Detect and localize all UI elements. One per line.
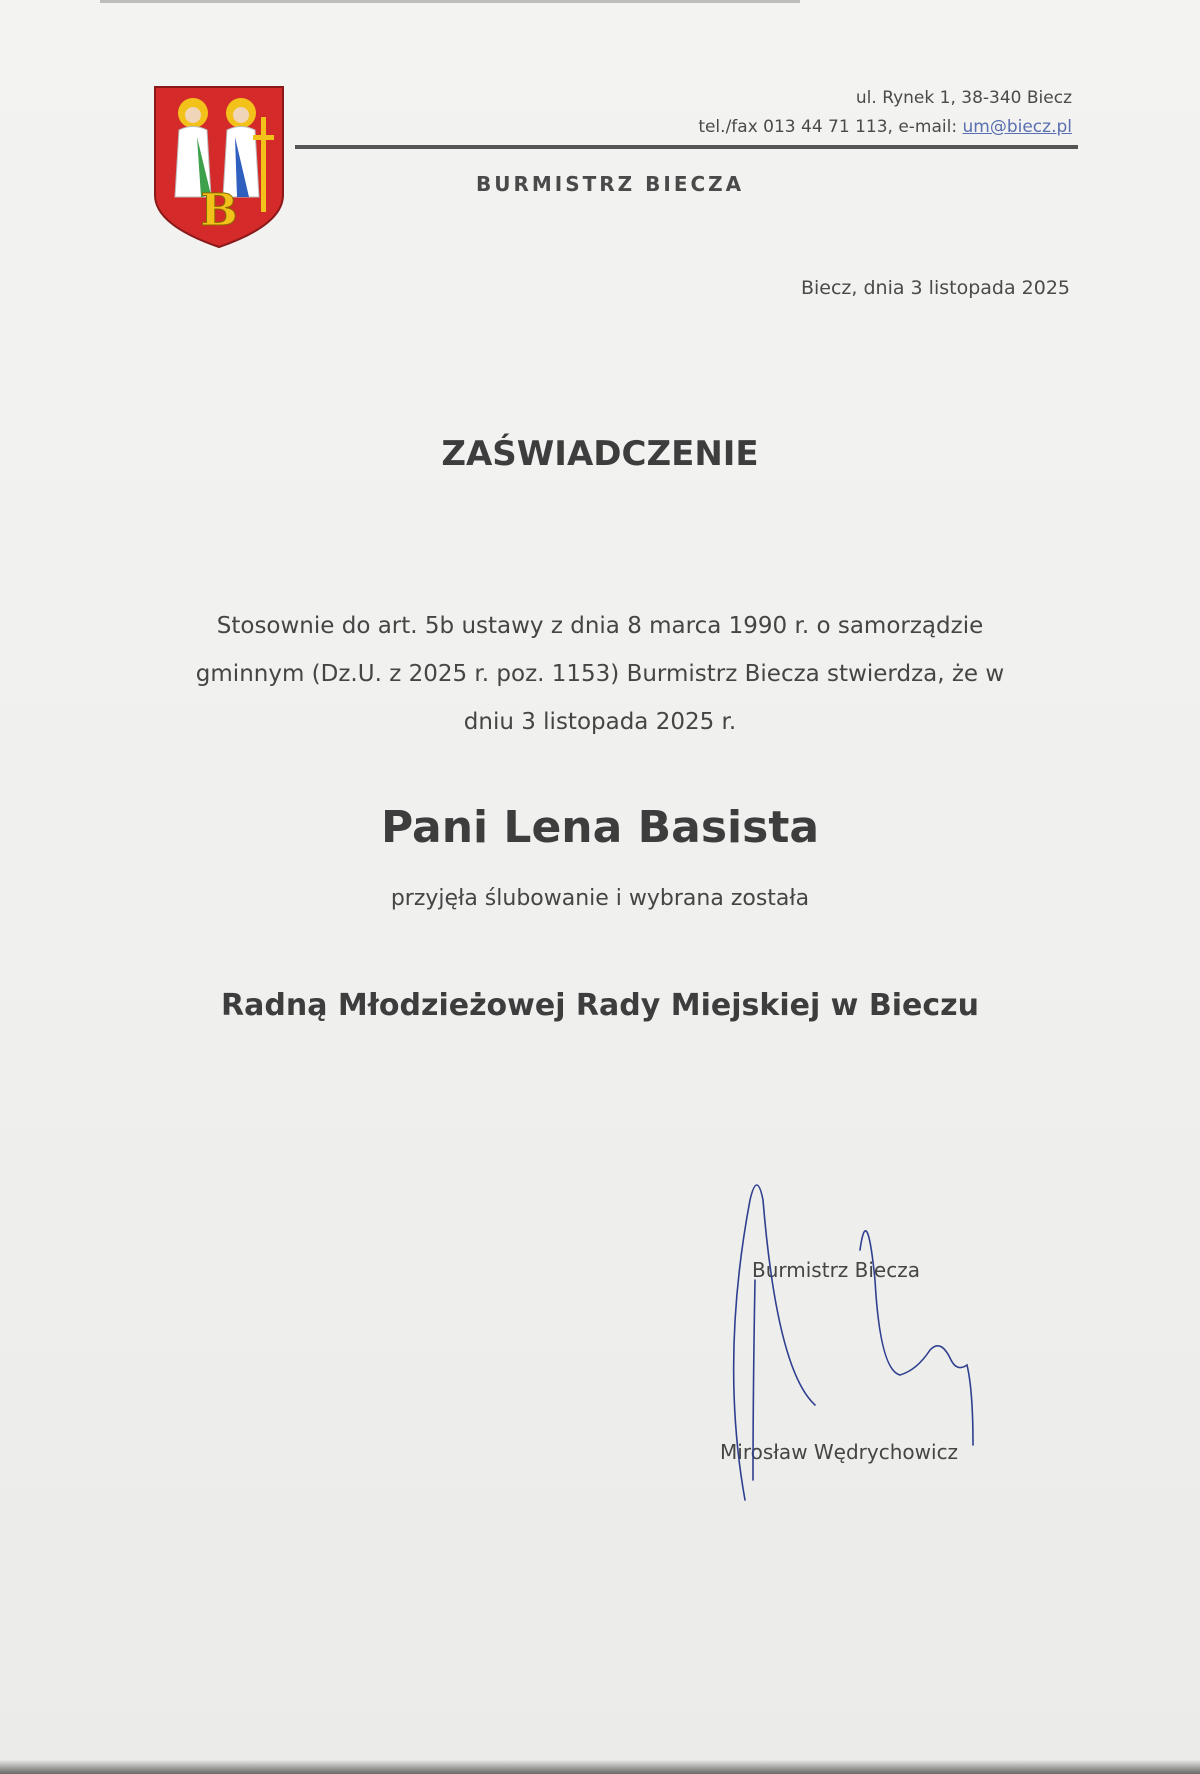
role-title: Radną Młodzieżowej Rady Miejskiej w Bieczu <box>221 988 979 1023</box>
contact-prefix: tel./fax 013 44 71 113, e-mail: <box>698 117 963 137</box>
letterhead-address <box>698 84 1072 142</box>
coat-of-arms-icon <box>153 85 285 249</box>
letterhead-divider <box>295 145 1078 149</box>
office-name: BURMISTRZ BIECZA <box>476 172 745 196</box>
signer-title: Burmistrz Biecza <box>752 1258 920 1282</box>
page-edge-bottom <box>0 1760 1200 1774</box>
address-line: ul. Rynek 1, 38-340 Biecz <box>855 88 1072 108</box>
body-line-2: gminnym (Dz.U. z 2025 r. poz. 1153) Burmistrz Biecza stwierdza, że w <box>195 661 1005 687</box>
recipient-name: Pani Lena Basista <box>380 802 820 853</box>
signer-name: Mirosław Wędrychowicz <box>720 1440 959 1464</box>
body-line-3: dniu 3 listopada 2025 r. <box>463 709 737 735</box>
page-edge-top <box>100 0 800 3</box>
accepted-text: przyjęła ślubowanie i wybrana została <box>390 886 810 911</box>
svg-text:B: B <box>200 185 238 236</box>
certificate-body <box>160 602 1040 746</box>
contact-line <box>698 113 1072 142</box>
body-line-1: Stosownie do art. 5b ustawy z dnia 8 marca 1990 r. o samorządzie <box>216 613 984 639</box>
email-link[interactable]: um@biecz.pl <box>962 117 1072 137</box>
document-title: ZAŚWIADCZENIE <box>441 434 759 474</box>
document-date: Biecz, dnia 3 listopada 2025 <box>800 277 1070 299</box>
handwritten-signature-icon <box>705 1160 995 1510</box>
